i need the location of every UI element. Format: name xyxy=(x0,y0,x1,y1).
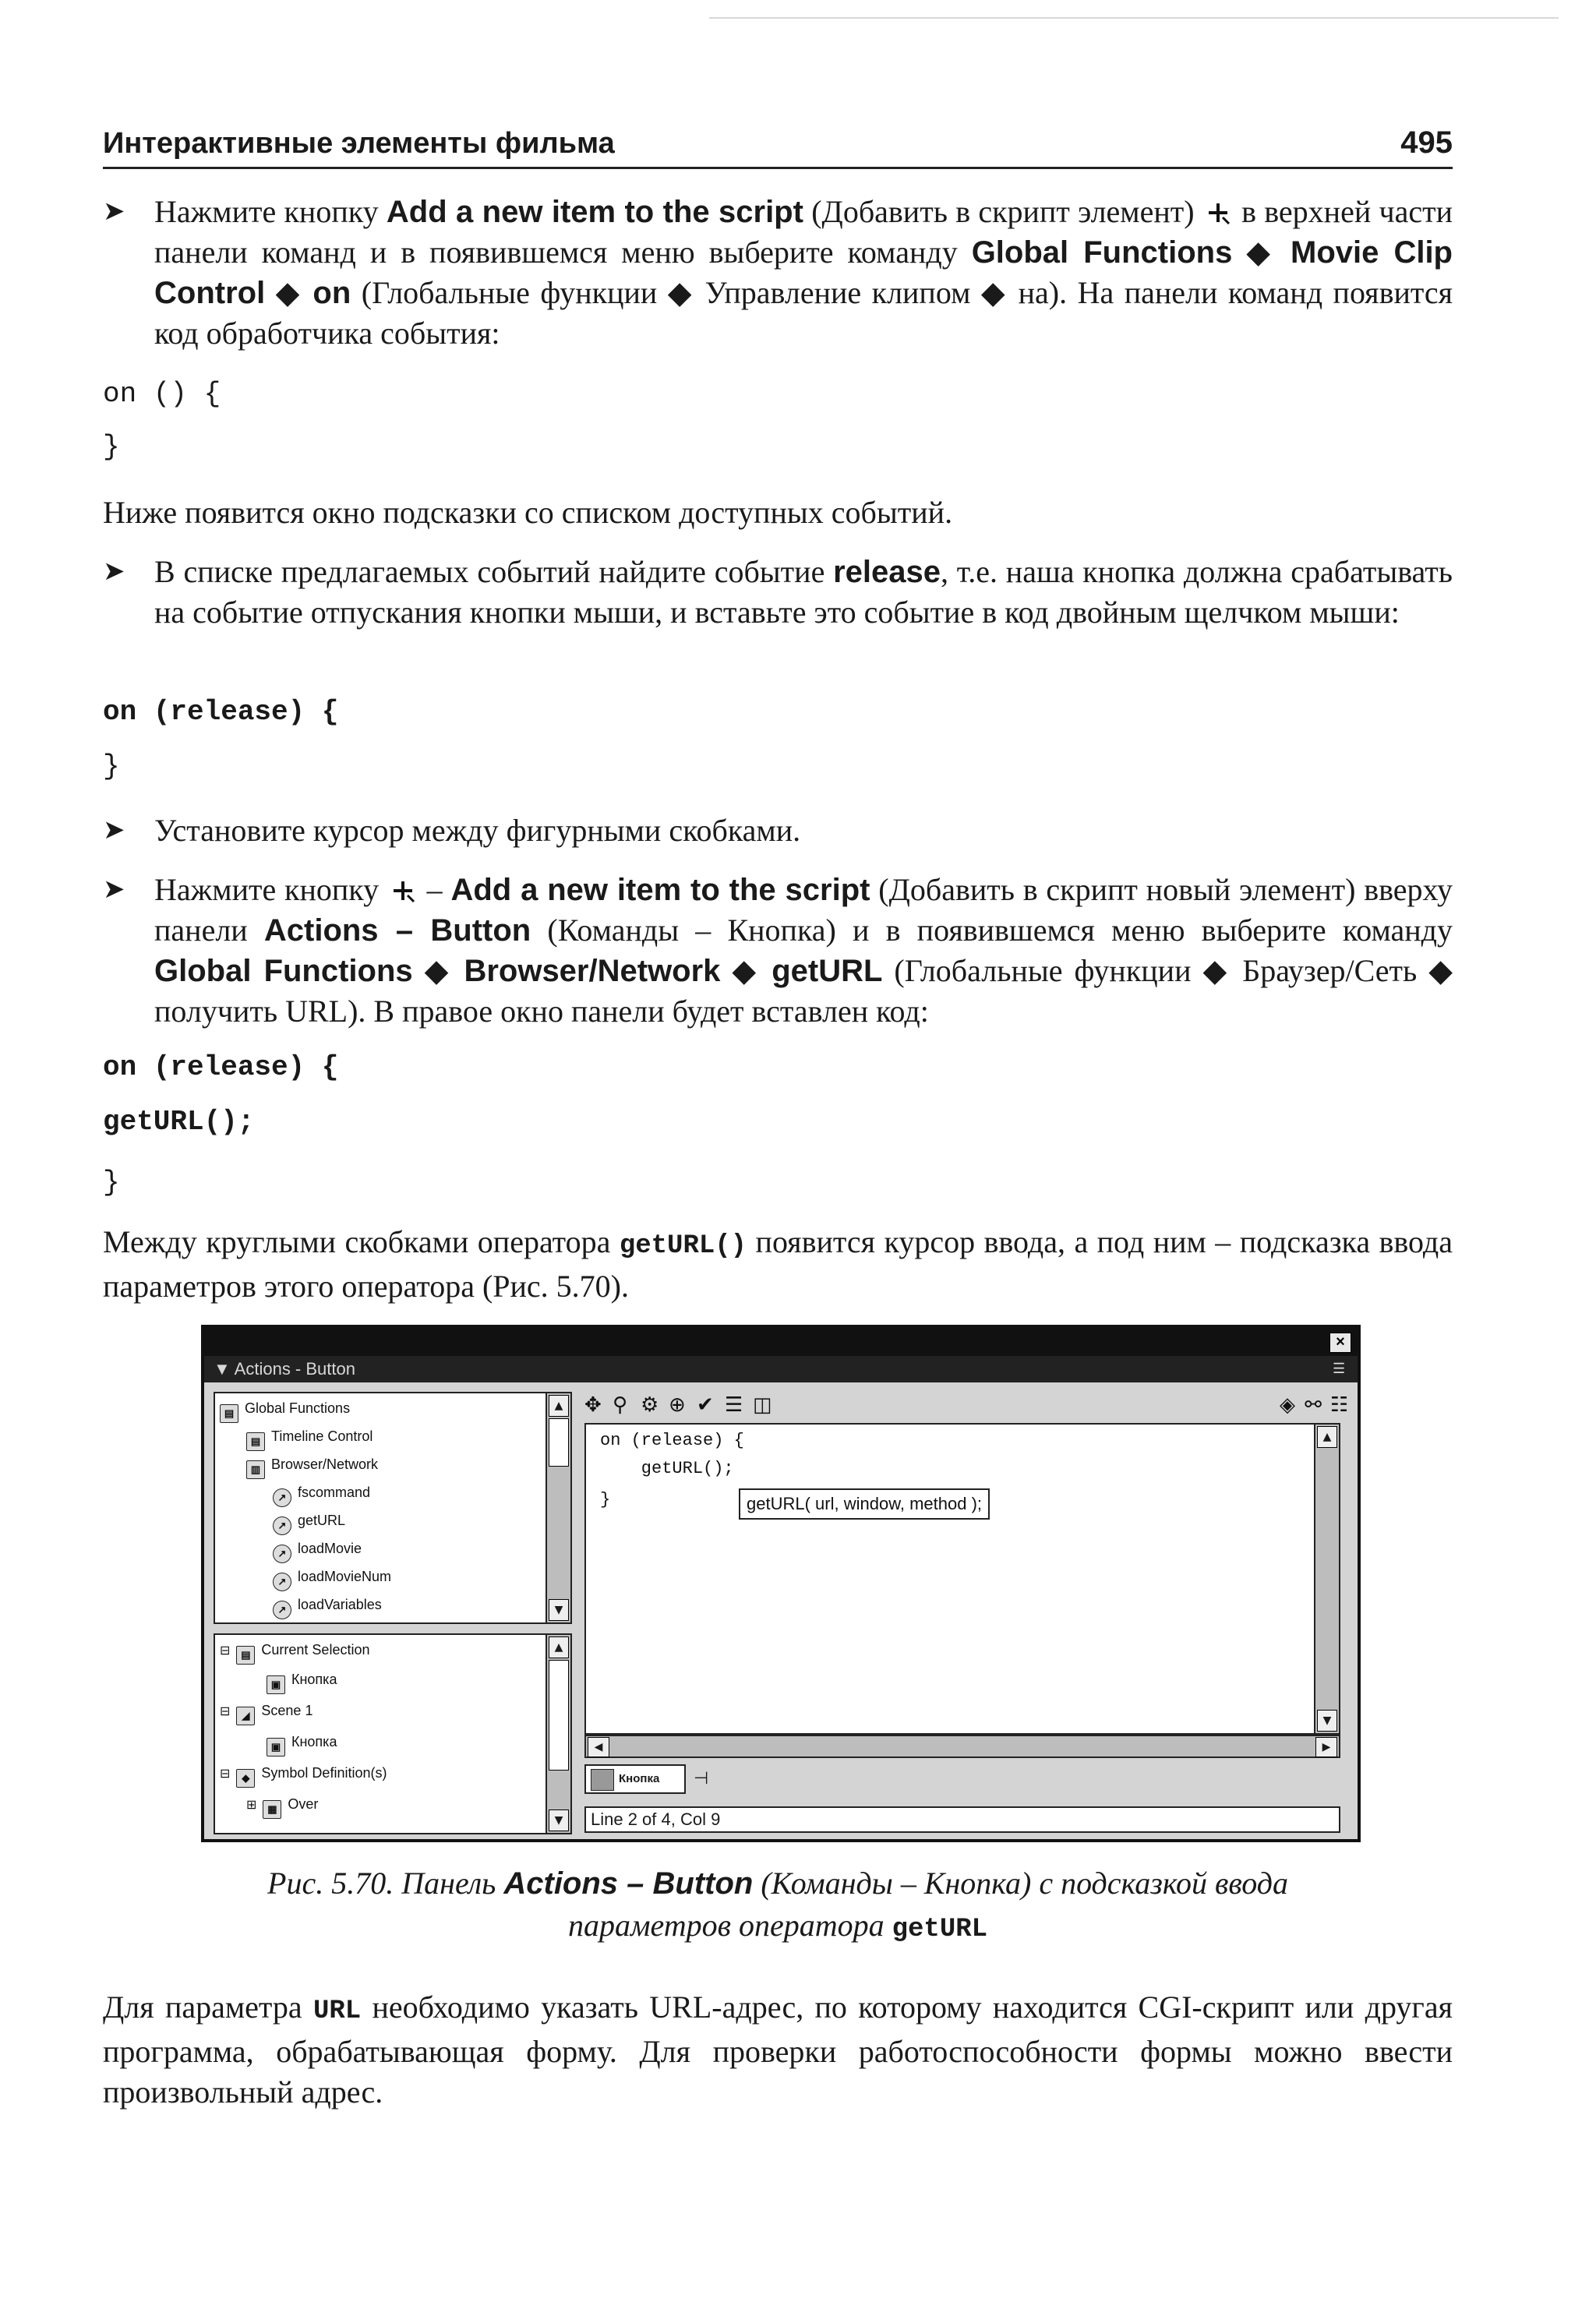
menu-separator: ◆ xyxy=(720,953,772,988)
step-4-intro: Нажмите кнопку xyxy=(154,872,387,907)
tree-item-browser-network[interactable] xyxy=(246,1451,378,1478)
caption-line-2 xyxy=(103,1905,1453,1951)
paragraph-3-t1: Для параметра xyxy=(103,1990,313,2025)
actions-toolbox-tree[interactable] xyxy=(214,1392,572,1624)
tree-item-label: fscommand xyxy=(298,1485,371,1500)
step-1-menu-trans: (Глобальные функции ◆ Управление клипом ◆ на). На панели команд появится код обработчика события: xyxy=(154,275,1453,351)
tree-item-loadmovie[interactable] xyxy=(273,1535,362,1562)
caption-operator: getURL xyxy=(892,1915,988,1944)
tree-item-label: Кнопка xyxy=(291,1734,337,1749)
step-1-menu-3: on xyxy=(312,276,351,310)
tree-item-label: Scene 1 xyxy=(261,1703,313,1718)
menu-separator: ◆ xyxy=(1232,235,1291,270)
scene-icon: ◢ xyxy=(236,1707,255,1725)
auto-format-icon[interactable]: ☰ xyxy=(725,1393,743,1417)
paragraph-2-t2: появится курсор ввода, а под ним – подсказка ввода параметров этого оператора (Рис. 5.70). xyxy=(103,1224,1453,1304)
caption-prefix: Рис. 5.70. Панель xyxy=(267,1866,504,1901)
step-1-after-icon: в верхней части панели команд и в появившемся меню выберите команду xyxy=(154,194,1453,270)
tree-item-timeline-control[interactable] xyxy=(246,1423,373,1449)
action-icon: ↗ xyxy=(273,1516,291,1535)
nav-item-current-selection[interactable]: ⊟ ▤ Current Selection xyxy=(220,1636,369,1663)
code-1-line-2: } xyxy=(103,431,120,463)
target-path-icon[interactable]: ⊕ xyxy=(669,1393,686,1417)
scroll-right-icon[interactable]: ▶ xyxy=(1315,1737,1337,1757)
paragraph-2-operator: getURL() xyxy=(619,1231,747,1261)
scroll-down-icon[interactable]: ▼ xyxy=(1317,1710,1337,1732)
step-1-menu-2: Movie Clip Control xyxy=(154,235,1453,310)
scroll-thumb[interactable] xyxy=(549,1660,569,1771)
tree-item-label: Current Selection xyxy=(261,1642,370,1658)
actions-panel-window xyxy=(201,1325,1361,1842)
step-2-intro: В списке предлагаемых событий найдите событие xyxy=(154,554,834,589)
step-4-menu-1: Global Functions xyxy=(154,954,413,988)
tree-item-label: Over xyxy=(288,1796,319,1812)
view-options-icon[interactable]: ☷ xyxy=(1329,1393,1348,1417)
scroll-up-icon[interactable]: ▲ xyxy=(1317,1426,1337,1448)
step-4-menu-2: Browser/Network xyxy=(464,954,721,988)
panel-menu-icon[interactable]: ☰ xyxy=(1333,1361,1346,1376)
running-title: Интерактивные элементы фильма xyxy=(103,127,615,160)
scroll-left-icon[interactable]: ◀ xyxy=(588,1737,609,1757)
action-icon: ↗ xyxy=(273,1601,291,1619)
symbol-icon: ◆ xyxy=(236,1769,255,1788)
editor-line-3: } xyxy=(600,1490,611,1509)
dash: – xyxy=(418,872,451,907)
nav-item-button-2[interactable] xyxy=(267,1728,337,1755)
button-symbol-icon: ▣ xyxy=(267,1738,285,1757)
tab-button-script[interactable] xyxy=(584,1764,686,1794)
code-hint-icon[interactable]: ◫ xyxy=(753,1393,772,1417)
button-symbol-icon xyxy=(591,1769,614,1791)
code-3-line-3: } xyxy=(103,1167,120,1199)
tree-item-label: Global Functions xyxy=(245,1400,351,1416)
editor-scrollbar[interactable] xyxy=(1314,1425,1339,1733)
editor-horizontal-scrollbar[interactable] xyxy=(584,1735,1340,1758)
caption-line-1 xyxy=(103,1862,1453,1905)
step-4-t3: (Глобальные функции ◆ Браузер/Сеть ◆ получить URL). В правое окно панели будет вставлен код: xyxy=(154,953,1453,1029)
scroll-down-icon[interactable]: ▼ xyxy=(549,1599,569,1621)
button-symbol-icon: ▣ xyxy=(267,1675,285,1694)
bullet-arrow-icon: ➤ xyxy=(103,816,125,845)
editor-line-1: on (release) { xyxy=(600,1431,744,1450)
scroll-up-icon[interactable]: ▲ xyxy=(549,1395,569,1417)
nav-item-symbol-definitions[interactable]: ⊟ ◆ Symbol Definition(s) xyxy=(220,1760,387,1786)
bullet-arrow-icon: ➤ xyxy=(103,557,125,586)
code-2-line-1: on (release) { xyxy=(103,696,339,728)
tree-item-loadmovienum[interactable] xyxy=(273,1563,391,1590)
reference-icon[interactable]: ◈ xyxy=(1280,1393,1295,1417)
close-icon[interactable]: × xyxy=(1329,1333,1351,1353)
tree-item-label: Symbol Definition(s) xyxy=(261,1765,387,1781)
action-icon: ↗ xyxy=(273,1545,291,1563)
script-toolbar xyxy=(584,1390,1350,1421)
tree-item-label: getURL xyxy=(298,1513,346,1528)
editor-line-2: getURL(); xyxy=(600,1459,734,1478)
caption-text-2: параметров оператора xyxy=(567,1908,892,1943)
code-hint-tooltip: getURL( url, window, method ); xyxy=(739,1488,990,1520)
bullet-arrow-icon: ➤ xyxy=(103,875,125,904)
replace-icon[interactable]: ⚙ xyxy=(641,1393,659,1417)
step-4-button-name: Add a new item to the script xyxy=(450,873,870,907)
book-icon: ▤ xyxy=(220,1404,238,1423)
nav-item-scene-1[interactable]: ⊟ ◢ Scene 1 xyxy=(220,1697,312,1724)
code-3-line-1: on (release) { xyxy=(103,1051,339,1083)
add-item-icon[interactable]: ✥ xyxy=(584,1393,602,1417)
bullet-arrow-icon: ➤ xyxy=(103,197,125,226)
pin-script-icon[interactable]: ⊣ xyxy=(694,1769,709,1788)
tree-item-label: loadMovie xyxy=(298,1541,362,1556)
code-2-line-2: } xyxy=(103,750,120,782)
paragraph-3-param: URL xyxy=(312,1997,362,2026)
tree-item-global-functions[interactable] xyxy=(220,1395,350,1421)
page-number: 495 xyxy=(1400,125,1453,160)
step-1-button-name: Add a new item to the script xyxy=(386,195,803,229)
book-open-icon: ▥ xyxy=(246,1460,265,1479)
panel-bar[interactable] xyxy=(204,1356,1358,1382)
step-2-rest: , т.е. наша кнопка должна срабатывать на событие отпускания кнопки мыши, и вставьте это событие в код двойным щелчком мыши: xyxy=(154,554,1453,630)
step-1-intro: Нажмите кнопку xyxy=(154,194,379,229)
tree-item-geturl[interactable] xyxy=(273,1507,345,1534)
figure-caption xyxy=(103,1862,1453,1951)
paragraph-2-t1: Между круглыми скобками оператора xyxy=(103,1224,620,1259)
window-titlebar[interactable] xyxy=(204,1328,1358,1356)
tree-scrollbar[interactable] xyxy=(546,1393,570,1622)
script-navigator-tree[interactable] xyxy=(214,1633,572,1834)
step-4-panel: Actions – Button xyxy=(263,913,531,948)
menu-separator: ◆ xyxy=(412,953,464,988)
action-icon: ↗ xyxy=(273,1488,291,1507)
tree-item-label: Timeline Control xyxy=(271,1428,373,1444)
find-icon[interactable]: ⚲ xyxy=(613,1393,628,1417)
paragraph-3 xyxy=(103,1987,1453,2113)
scroll-thumb[interactable] xyxy=(549,1418,569,1467)
step-1-button-trans: (Добавить в скрипт элемент) xyxy=(803,194,1202,229)
tree-item-label: Кнопка xyxy=(291,1672,337,1687)
paragraph-1: Ниже появится окно подсказки со списком доступных событий. xyxy=(103,495,953,530)
caption-panel-name: Actions – Button xyxy=(503,1866,754,1901)
menu-separator: ◆ xyxy=(265,275,313,310)
caption-text: (Команды – Кнопка) с подсказкой ввода xyxy=(753,1866,1288,1901)
tree-item-label: loadVariables xyxy=(298,1597,382,1612)
tree-item-label: loadMovieNum xyxy=(298,1569,392,1584)
paragraph-2 xyxy=(103,1222,1453,1307)
step-4-menu-3: getURL xyxy=(772,954,883,988)
script-editor[interactable] xyxy=(584,1423,1340,1735)
paragraph-3-t2: необходимо указать URL-адрес, по которому находится CGI-скрипт или другая программа, обрабатывающая форму. Для проверки работоспособности формы можно ввести произвольный адрес. xyxy=(103,1990,1453,2110)
scroll-up-icon[interactable]: ▲ xyxy=(549,1636,569,1658)
add-item-icon xyxy=(387,877,418,905)
action-icon: ↗ xyxy=(273,1573,291,1591)
code-3-line-2: getURL(); xyxy=(103,1106,255,1138)
top-scan-rule xyxy=(709,17,1559,19)
step-4-t1: (Добавить в скрипт новый элемент) вверху панели xyxy=(154,872,1453,948)
status-bar: Line 2 of 4, Col 9 xyxy=(584,1806,1340,1833)
check-syntax-icon[interactable]: ✔ xyxy=(697,1393,714,1417)
add-item-icon xyxy=(1202,199,1234,227)
navigator-scrollbar[interactable] xyxy=(546,1635,570,1833)
step-1-menu-1: Global Functions xyxy=(971,235,1233,270)
folder-icon: ▤ xyxy=(236,1646,255,1665)
page-header xyxy=(103,126,1453,169)
code-1-line-1: on () { xyxy=(103,378,221,410)
panel-title[interactable]: ▼ Actions - Button xyxy=(214,1359,355,1379)
tab-label: Кнопка xyxy=(619,1772,660,1785)
frame-icon: ▦ xyxy=(263,1800,281,1819)
step-2-event: release xyxy=(833,555,941,589)
nav-item-button[interactable] xyxy=(267,1666,337,1693)
scroll-down-icon[interactable]: ▼ xyxy=(549,1809,569,1831)
tree-item-loadvariables[interactable] xyxy=(273,1591,382,1618)
tree-item-fscommand[interactable] xyxy=(273,1479,370,1506)
nav-item-over[interactable]: ⊞ ▦ Over xyxy=(246,1791,318,1817)
debug-options-icon[interactable]: ⚯ xyxy=(1305,1393,1322,1417)
book-icon: ▤ xyxy=(246,1432,265,1451)
tree-item-label: Browser/Network xyxy=(271,1456,379,1472)
step-3-text: Установите курсор между фигурными скобками. xyxy=(154,813,801,848)
step-4-t2: (Команды – Кнопка) и в появившемся меню выберите команду xyxy=(531,913,1453,948)
